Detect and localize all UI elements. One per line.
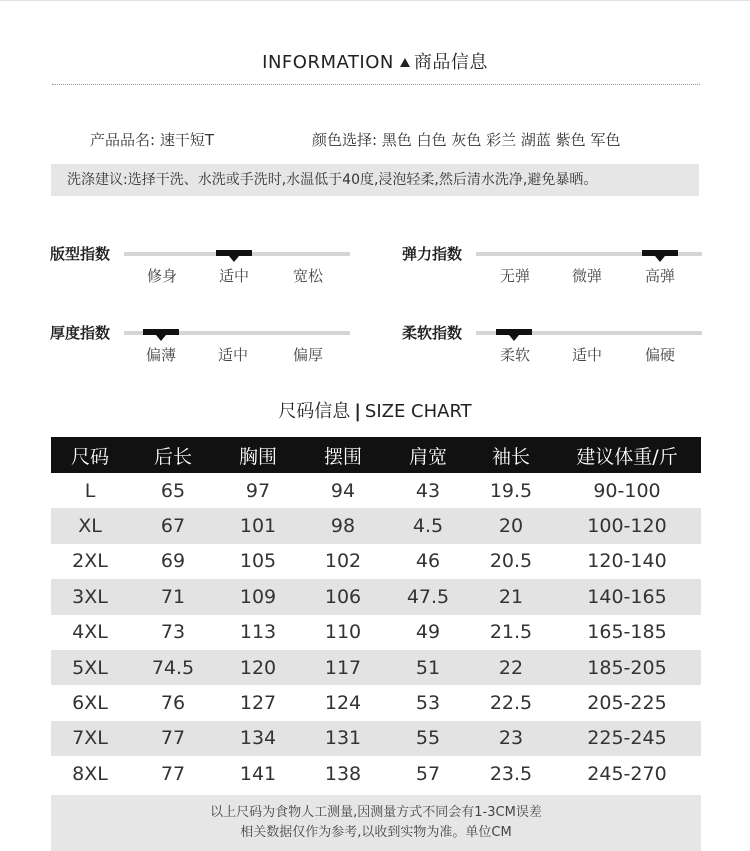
table-cell: 102 [324, 550, 362, 573]
gauge-option: 适中 [571, 346, 602, 364]
table-cell: 65 [160, 479, 186, 502]
gauge-marker [642, 250, 678, 256]
gauge-marker [496, 329, 532, 335]
table-cell: 53 [415, 692, 441, 715]
table-cell: 185-205 [553, 650, 701, 685]
size-table [51, 437, 701, 792]
table-cell: 2XL [72, 550, 108, 573]
table-cell: 22 [469, 650, 553, 685]
table-cell: 131 [299, 721, 387, 756]
table-cell: XL [51, 508, 129, 543]
table-header-row [51, 437, 701, 473]
table-cell: 138 [324, 762, 362, 785]
table-row [51, 473, 701, 508]
table-cell: 100-120 [553, 508, 701, 543]
table-cell: L [84, 479, 96, 502]
note-line: 相关数据仅作为参考,以收到实物为准。单位CM [240, 825, 512, 840]
care-instructions: 洗涤建议:选择干洗、水洗或手洗时,水温低于40度,浸泡轻柔,然后清水洗净,避免暴晒。 [51, 164, 699, 196]
top-border [0, 0, 750, 1]
product-name [90, 129, 214, 150]
color-options [312, 129, 620, 150]
table-row [51, 615, 701, 650]
table-cell: 127 [239, 692, 277, 715]
table-cell: 4.5 [387, 508, 469, 543]
table-cell: 23.5 [489, 762, 533, 785]
color-value: 黑色 白色 灰色 彩兰 湖蓝 紫色 军色 [381, 131, 621, 149]
header-cell: 后长 [129, 437, 217, 473]
gauge-option: 偏薄 [145, 346, 176, 364]
table-cell: 51 [387, 650, 469, 685]
header-cell: 肩宽 [387, 437, 469, 473]
header-cell: 尺码 [51, 437, 129, 473]
dotted-divider [52, 84, 700, 85]
table-cell: 77 [129, 721, 217, 756]
table-cell: 3XL [51, 579, 129, 614]
table-cell: 23 [469, 721, 553, 756]
table-cell: 141 [239, 762, 277, 785]
table-row [51, 579, 701, 614]
table-cell: 5XL [51, 650, 129, 685]
header-cell: 摆围 [299, 437, 387, 473]
gauge-option: 偏厚 [292, 346, 323, 364]
gauge-marker [216, 250, 252, 256]
table-cell: 76 [160, 692, 186, 715]
table-cell: 69 [160, 550, 186, 573]
table-cell: 113 [239, 621, 277, 644]
product-name-label: 产品品名: [90, 131, 156, 149]
gauge-label: 版型指数 [50, 245, 111, 263]
table-cell: 43 [415, 479, 441, 502]
table-cell: 97 [245, 479, 271, 502]
gauge-option: 适中 [218, 267, 249, 285]
information-title [0, 48, 750, 74]
table-cell: 205-225 [587, 692, 667, 715]
table-cell: 120-140 [587, 550, 667, 573]
table-row [51, 721, 701, 756]
table-cell: 20.5 [489, 550, 533, 573]
information-title-cn: 商品信息 [413, 52, 488, 73]
table-cell: 117 [299, 650, 387, 685]
measurement-note [51, 795, 701, 851]
table-cell: 22.5 [489, 692, 533, 715]
table-cell: 134 [217, 721, 299, 756]
table-cell: 4XL [72, 621, 108, 644]
table-cell: 19.5 [489, 479, 533, 502]
table-row [51, 508, 701, 543]
table-cell: 73 [160, 621, 186, 644]
header-cell: 胸围 [217, 437, 299, 473]
table-cell: 7XL [51, 721, 129, 756]
gauge-fit [50, 243, 350, 303]
table-cell: 94 [330, 479, 356, 502]
table-cell: 55 [387, 721, 469, 756]
gauge-option: 修身 [146, 267, 177, 285]
table-cell: 225-245 [553, 721, 701, 756]
gauge-option: 偏硬 [644, 346, 675, 364]
gauge-elasticity [402, 243, 702, 303]
table-cell: 105 [239, 550, 277, 573]
table-cell: 71 [129, 579, 217, 614]
table-cell: 101 [217, 508, 299, 543]
header-cell: 建议体重/斤 [553, 437, 701, 473]
table-cell: 110 [324, 621, 362, 644]
product-name-value: 速干短T [159, 131, 215, 149]
table-cell: 8XL [72, 762, 108, 785]
table-row [51, 650, 701, 685]
table-cell: 120 [217, 650, 299, 685]
gauge-option: 无弹 [499, 267, 530, 285]
table-cell: 67 [129, 508, 217, 543]
table-cell: 109 [217, 579, 299, 614]
color-label: 颜色选择: [312, 131, 378, 149]
gauge-option: 适中 [217, 346, 248, 364]
gauge-label: 弹力指数 [402, 245, 463, 263]
table-cell: 6XL [72, 692, 108, 715]
note-line: 以上尺码为食物人工测量,因测量方式不同会有1-3CM误差 [210, 805, 542, 820]
gauge-option: 微弹 [571, 267, 602, 285]
table-cell: 77 [160, 762, 186, 785]
table-cell: 74.5 [129, 650, 217, 685]
header-cell: 袖长 [469, 437, 553, 473]
gauge-softness [402, 322, 702, 382]
table-cell: 124 [324, 692, 362, 715]
table-cell: 21.5 [489, 621, 533, 644]
size-chart-title-cn: 尺码信息 [278, 401, 351, 422]
table-cell: 47.5 [387, 579, 469, 614]
gauge-option: 高弹 [644, 267, 675, 285]
table-cell: 245-270 [587, 762, 667, 785]
gauge-marker [143, 329, 179, 335]
table-cell: 106 [299, 579, 387, 614]
size-chart-title-en: SIZE CHART [364, 401, 472, 422]
gauge-label: 柔软指数 [402, 324, 463, 342]
table-cell: 20 [469, 508, 553, 543]
table-row [51, 544, 701, 579]
information-title-en: INFORMATION [262, 52, 394, 73]
gauge-option: 柔软 [499, 346, 530, 364]
gauge-option: 宽松 [292, 267, 323, 285]
triangle-up-icon [400, 58, 410, 67]
table-cell: 90-100 [593, 479, 661, 502]
table-cell: 140-165 [553, 579, 701, 614]
table-cell: 98 [299, 508, 387, 543]
table-row [51, 756, 701, 791]
table-row [51, 685, 701, 720]
gauge-label: 厚度指数 [50, 324, 111, 342]
title-separator: | [354, 401, 361, 422]
table-cell: 165-185 [587, 621, 667, 644]
size-chart-title [0, 397, 750, 423]
table-cell: 49 [415, 621, 441, 644]
table-cell: 57 [415, 762, 441, 785]
table-cell: 46 [415, 550, 441, 573]
table-cell: 21 [469, 579, 553, 614]
gauge-thickness [50, 322, 350, 382]
